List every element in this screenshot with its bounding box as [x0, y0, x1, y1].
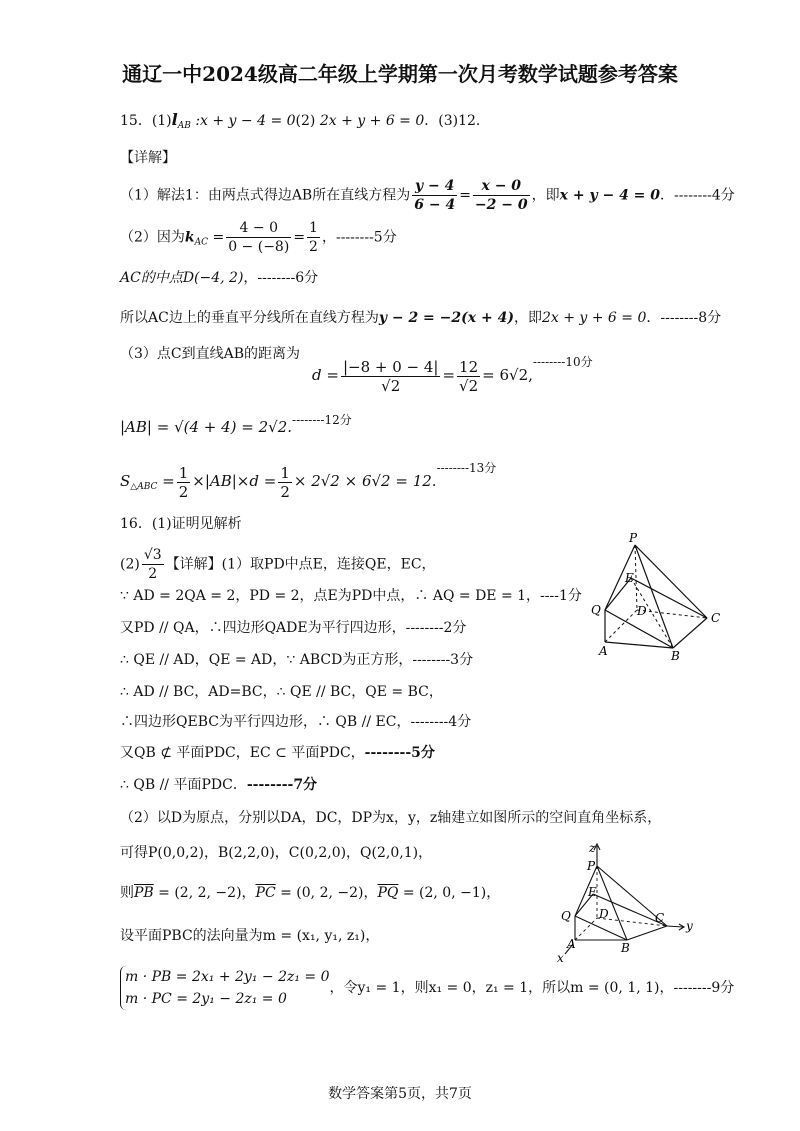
q15-answer2-label: (2): [295, 113, 316, 129]
score: ，--------5分: [321, 229, 397, 246]
frac-num: √3: [143, 547, 162, 563]
frac-den: 2: [148, 566, 158, 582]
score: ，--------6分: [243, 270, 319, 286]
s-subscript: △ABC: [130, 482, 158, 492]
text: 又QB ⊄ 平面PDC，EC ⊂ 平面PDC，: [120, 745, 365, 761]
q15-line6: [120, 410, 352, 437]
s-symbol: S: [120, 472, 131, 490]
text: (2): [120, 556, 140, 573]
text: ∴ QB // 平面PDC．: [120, 777, 247, 793]
q16-line9: （2）以D为原点，分别以DA，DC，DP为x，y，z轴建立如图所示的空间直角坐标系，: [120, 810, 662, 826]
text: （1）解法1：由两点式得边AB所在直线方程为: [120, 187, 411, 204]
score: --------5分: [364, 745, 435, 761]
equation: |AB| = √(4 + 4) = 2√2.: [120, 418, 293, 436]
vector-pq: $\overline{PQ}$: [377, 885, 399, 901]
equation: × 2√2 × 6√2 = 12.: [293, 472, 437, 490]
k-subscript: AC: [194, 237, 209, 248]
text: （2）因为: [120, 229, 185, 246]
q16-line6: ∴四边形QEBC为平行四边形，∴ QB // EC，--------4分: [120, 714, 472, 730]
score: --------7分: [246, 777, 318, 793]
q16-line8: [120, 775, 317, 795]
q15-number: 15．(1): [120, 113, 172, 129]
fig2-label-x: x: [557, 951, 564, 965]
fig2-label-D: D: [599, 907, 609, 921]
q15-line7: $S_{\triangle ABC}$ = $\frac{1}{2}$ ×|AB|×d = $\frac{1}{2}$ × 2√2 × 6√2 = 12.$^{--------13分}$: [120, 461, 497, 501]
frac-den: √2: [459, 376, 479, 395]
q16-line11: [120, 883, 500, 903]
q15-answer-line: 15．$(1)l_{AB}$ :x + y − 4 = 0(2) 2x + y + 6 = 0．(3)12．: [120, 110, 490, 131]
text: = (0, 2, −2)，: [275, 885, 378, 901]
fig1-label-E: E: [625, 571, 634, 585]
text: ，即: [531, 187, 560, 204]
frac-den: 0 − (−8): [228, 239, 290, 255]
fig1-label-Q: Q: [591, 603, 601, 617]
q16-line10: 可得P(0,0,2)，B(2,2,0)，C(0,2,0)，Q(2,0,1)，: [120, 845, 433, 861]
text: = (2, 2, −2)，: [153, 885, 256, 901]
frac-den: −2 − 0: [474, 197, 528, 213]
pyramid-figure-1: [585, 530, 725, 665]
q16-line4: ∴ QE // AD，QE = AD，∵ ABCD为正方形，--------3分: [120, 652, 474, 668]
q16-line5: ∴ AD // BC，AD=BC，∴ QE // BC，QE = BC，: [120, 684, 443, 700]
fig1-label-A: A: [599, 644, 608, 658]
fig2-label-z: z: [589, 841, 596, 855]
q15-line4: [120, 308, 721, 328]
score: --------13分: [436, 461, 497, 475]
q15-line1: （1）解法1：由两点式得边AB所在直线方程为 $\frac{y - 4}{6 - 4}$ = $\frac{x - 0}{-2 - 0}$ ，即x + y − 4 = 0．--------4分: [120, 178, 735, 213]
text: 所以AC边上的垂直平分线所在直线方程为: [120, 310, 379, 326]
equation: 2x + y + 6 = 0: [541, 310, 647, 326]
coordinate-figure-2: [555, 838, 695, 968]
frac-den: 6 − 4: [414, 197, 456, 213]
page-footer: 数学答案第5页，共7页: [328, 1086, 472, 1102]
text: ，令y₁ = 1，则x₁ = 0，z₁ = 1，所以m = (0, 1, 1)，--------9分: [329, 980, 735, 996]
fig1-label-B: B: [671, 649, 680, 663]
equation: m · PC = 2y₁ − 2z₁ = 0: [125, 991, 287, 1007]
vector-pb: $\overline{PB}$: [134, 885, 154, 901]
fig2-label-A: A: [567, 937, 576, 951]
result: = 6√2,: [482, 366, 533, 384]
fig1-label-C: C: [711, 611, 721, 625]
text: ，即: [513, 310, 542, 326]
page-title: 通辽一中2024级高二年级上学期第一次月考数学试题参考答案: [122, 62, 678, 86]
frac-num: x − 0: [473, 177, 530, 196]
q16-head: 16．(1)证明见解析: [120, 516, 242, 532]
q15-line2: （2）因为$k_{AC}$ = $\frac{4 - 0}{0 - (-8)}$ = $\frac{1}{2}$ ，--------5分: [120, 220, 397, 255]
equation: ×|AB|×d =: [192, 472, 277, 490]
fig2-label-C: C: [655, 911, 665, 925]
text: 则: [120, 885, 134, 901]
q16-line13: [120, 966, 734, 1010]
q15-line3: [120, 268, 318, 288]
score: --------12分: [292, 413, 352, 427]
q16-line3: 又PD // QA，∴四边形QADE为平行四边形，--------2分: [120, 620, 467, 636]
frac-num: 4 − 0: [226, 219, 291, 238]
frac-num: 1: [309, 220, 318, 236]
q16-line7: [120, 743, 435, 763]
frac-num: y − 4: [412, 177, 457, 196]
q16-line1: [120, 546, 436, 583]
equation: m · PB = 2x₁ + 2y₁ − 2z₁ = 0: [125, 969, 330, 985]
fig2-label-E: E: [588, 885, 597, 899]
score: ．--------4分: [660, 187, 735, 204]
vector-pc: $\overline{PC}$: [255, 885, 276, 901]
frac-den: √2: [381, 376, 401, 395]
frac-den: 2: [309, 239, 318, 255]
frac-num: |−8 + 0 − 4|: [342, 357, 439, 376]
text: = (2, 0, −1)，: [398, 885, 501, 901]
score: --------10分: [532, 355, 593, 369]
q16-line12: 设平面PBC的法向量为m = (x₁, y₁, z₁)，: [120, 928, 380, 944]
fig2-label-P: P: [587, 859, 596, 873]
q16-line2: ∵ AD = 2QA = 2，PD = 2，点E为PD中点，∴ AQ = DE = 1，----1分: [120, 588, 582, 604]
fig2-label-y: y: [686, 919, 693, 933]
fig1-label-P: P: [629, 531, 638, 545]
q15-answer1: :x + y − 4 = 0: [195, 113, 296, 129]
q15-answer2: 2x + y + 6 = 0: [319, 113, 425, 129]
fig2-label-B: B: [621, 941, 630, 955]
q15-line5-label: （3）点C到直线AB的距离为: [120, 346, 301, 362]
equation: x + y − 4 = 0: [559, 187, 661, 204]
score: ．--------8分: [646, 310, 722, 326]
fig1-label-D: D: [637, 604, 647, 618]
text: AC的中点D(−4, 2): [120, 270, 244, 286]
text: 【详解】(1）取PD中点E，连接QE，EC，: [165, 556, 436, 573]
q15-answer3: ．(3)12．: [424, 113, 490, 129]
equation: y − 2 = −2(x + 4): [378, 310, 514, 326]
equation-system: [120, 966, 330, 1010]
text: d =: [312, 366, 339, 384]
fig2-label-Q: Q: [561, 909, 571, 923]
q15-line5-formula: d = $\frac{|-8 + 0 - 4|}{√2}$ = $\frac{12}{√2}$ = 6√2,$^{--------10分}$: [312, 355, 593, 395]
k-symbol: k: [184, 229, 195, 246]
frac-num: 12: [457, 358, 480, 377]
q15-detail-tag: 【详解】: [120, 150, 176, 166]
